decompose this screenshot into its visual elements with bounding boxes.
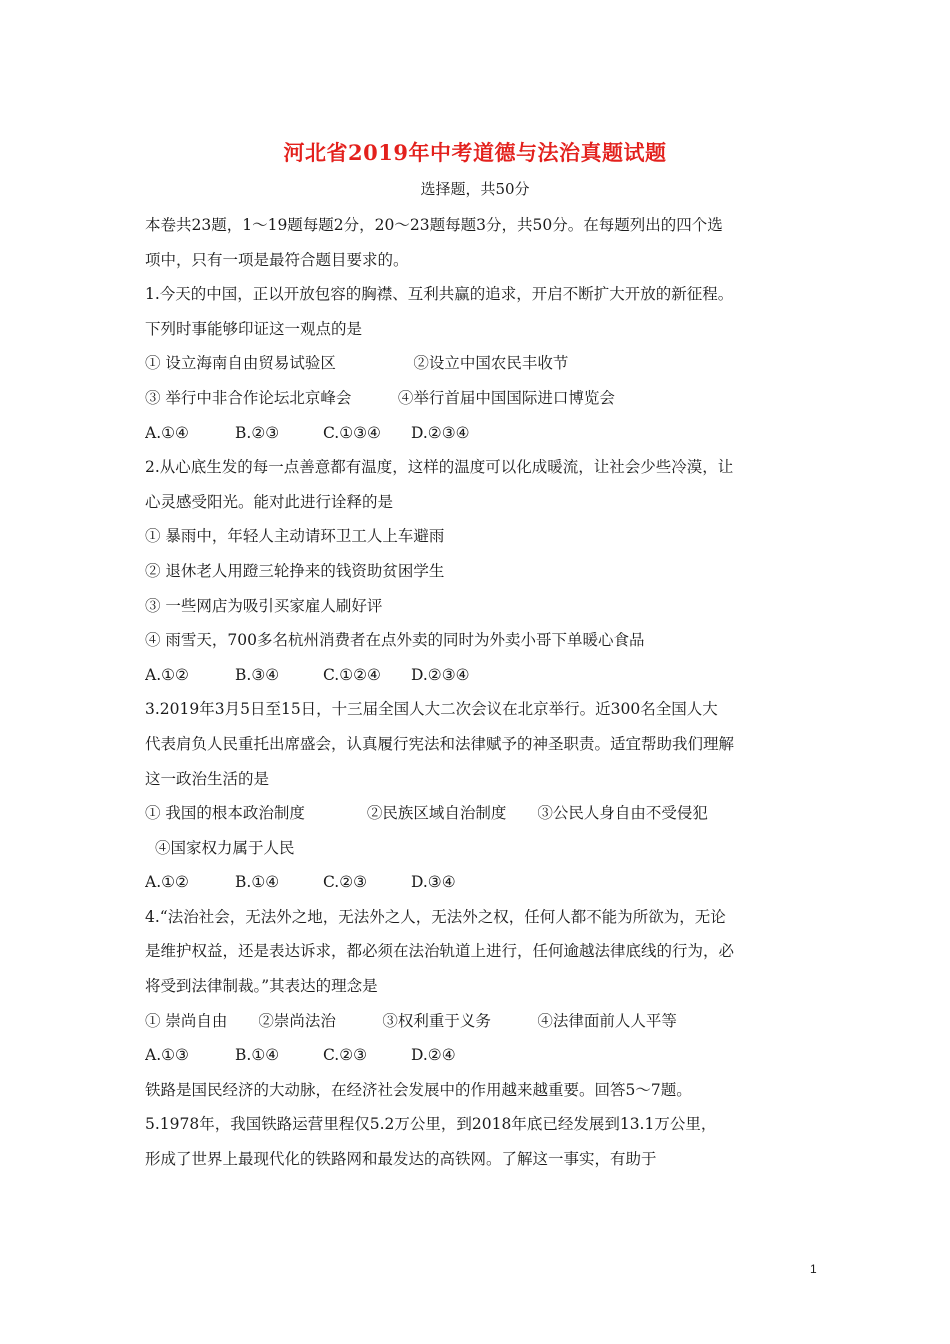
document-title: 河北省2019年中考道德与法治真题试题 bbox=[283, 140, 667, 165]
question-4-stem: 4.“法治社会，无法外之地，无法外之人，无法外之权，任何人都不能为所欲为，无论 bbox=[145, 907, 726, 926]
section-subtitle: 选择题，共50分 bbox=[420, 180, 530, 198]
question-1-stem: 1.今天的中国，正以开放包容的胸襟、互利共赢的追求，开启不断扩大开放的新征程。 bbox=[145, 285, 734, 304]
question-1-options bbox=[145, 416, 810, 451]
option-b: B.①④ bbox=[235, 1046, 280, 1065]
page-number: 1 bbox=[810, 1262, 817, 1276]
passage-intro: 铁路是国民经济的大动脉，在经济社会发展中的作用越来越重要。回答5～7题。 bbox=[145, 1080, 692, 1099]
question-4-stem: 将受到法律制裁。”其表达的理念是 bbox=[145, 977, 378, 996]
option-b: B.①④ bbox=[235, 873, 280, 892]
option-a: A.①② bbox=[145, 665, 189, 684]
option-a: A.①③ bbox=[145, 1046, 189, 1065]
question-3-item: ① 我国的根本政治制度 ②民族区域自治制度 ③公民人身自由不受侵犯 bbox=[145, 804, 708, 823]
question-4-item: ① 崇尚自由 ②崇尚法治 ③权利重于义务 ④法律面前人人平等 bbox=[145, 1011, 677, 1030]
option-c: C.②③ bbox=[323, 1046, 368, 1065]
question-5-stem: 形成了世界上最现代化的铁路网和最发达的高铁网。了解这一事实，有助于 bbox=[145, 1150, 657, 1169]
question-4-stem: 是维护权益，还是表达诉求，都必须在法治轨道上进行，任何逾越法律底线的行为，必 bbox=[145, 942, 735, 961]
option-d: D.②③④ bbox=[411, 423, 470, 442]
question-3-stem: 代表肩负人民重托出席盛会，认真履行宪法和法律赋予的神圣职责。适宜帮助我们理解 bbox=[145, 734, 735, 753]
question-3-stem: 3.2019年3月5日至15日，十三届全国人大二次会议在北京举行。近300名全国人大 bbox=[145, 700, 718, 719]
question-2-item: ④ 雨雪天，700多名杭州消费者在点外卖的同时为外卖小哥下单暖心食品 bbox=[145, 631, 645, 650]
question-2-item: ② 退休老人用蹬三轮挣来的钱资助贫困学生 bbox=[145, 561, 445, 580]
question-4-options bbox=[145, 1038, 810, 1073]
intro-line: 本卷共23题，1～19题每题2分，20～23题每题3分，共50分。在每题列出的四个选 bbox=[145, 216, 723, 234]
option-a: A.①② bbox=[145, 873, 189, 892]
question-1-stem: 下列时事能够印证这一观点的是 bbox=[145, 319, 363, 338]
question-1-item: ③ 举行中非合作论坛北京峰会 ④举行首届中国国际进口博览会 bbox=[145, 388, 615, 407]
option-b: B.②③ bbox=[235, 423, 280, 442]
document-body bbox=[145, 208, 810, 1177]
option-a: A.①④ bbox=[145, 423, 189, 442]
option-d: D.②④ bbox=[411, 1046, 456, 1065]
option-c: C.①③④ bbox=[323, 423, 381, 442]
question-2-stem: 心灵感受阳光。能对此进行诠释的是 bbox=[145, 492, 394, 511]
intro-line: 项中，只有一项是最符合题目要求的。 bbox=[145, 250, 409, 269]
option-d: D.②③④ bbox=[411, 665, 470, 684]
option-c: C.②③ bbox=[323, 873, 368, 892]
question-3-item: ④国家权力属于人民 bbox=[155, 838, 295, 857]
question-2-options bbox=[145, 658, 810, 693]
question-3-stem: 这一政治生活的是 bbox=[145, 769, 270, 788]
question-3-options bbox=[145, 865, 810, 900]
option-d: D.③④ bbox=[411, 873, 456, 892]
question-2-item: ③ 一些网店为吸引买家雇人刷好评 bbox=[145, 596, 383, 615]
option-c: C.①②④ bbox=[323, 665, 381, 684]
option-b: B.③④ bbox=[235, 665, 280, 684]
question-2-item: ① 暴雨中，年轻人主动请环卫工人上车避雨 bbox=[145, 527, 445, 546]
question-5-stem: 5.1978年，我国铁路运营里程仅5.2万公里，到2018年底已经发展到13.1万公里， bbox=[145, 1115, 717, 1134]
question-2-stem: 2.从心底生发的每一点善意都有温度，这样的温度可以化成暖流，让社会少些冷漠，让 bbox=[145, 458, 734, 477]
question-1-item: ① 设立海南自由贸易试验区 ②设立中国农民丰收节 bbox=[145, 354, 569, 373]
